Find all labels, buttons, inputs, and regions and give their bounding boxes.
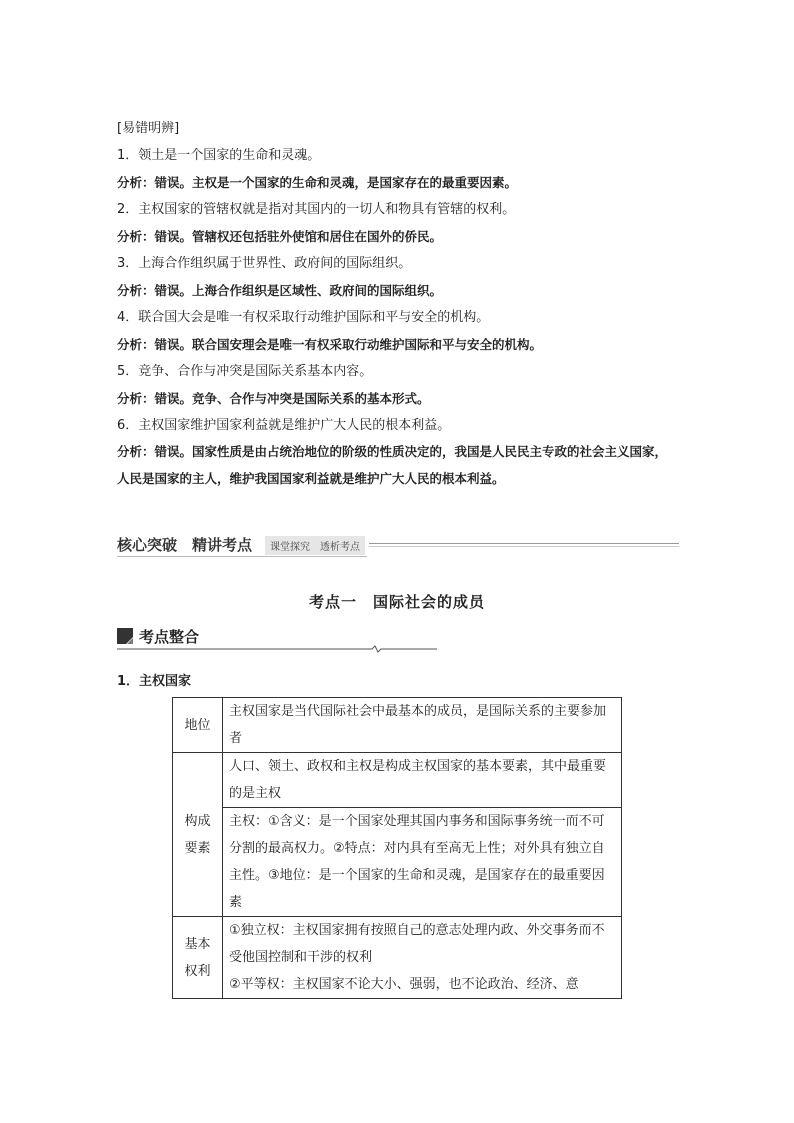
table-row — [173, 808, 622, 917]
statement-5: 5．竞争、合作与冲突是国际关系基本内容。 — [117, 364, 373, 379]
analysis-2: 分析：错误。管辖权还包括驻外使馆和居住在国外的侨民。 — [117, 229, 443, 244]
subsection-rule — [117, 644, 437, 654]
row-text-elements-a: 人口、领土、政权和主权是构成主权国家的基本要素，其中最重要的是主权 — [223, 753, 622, 808]
row-text-elements-b: 主权：①含义：是一个国家处理其国内事务和国际事务统一而不可分割的最高权力。②特点：对内具有至高无上性；对外具有独立自主性。③地位：是一个国家的生命和灵魂，是国家存在的最重要因素 — [223, 808, 622, 917]
statement-4: 4．联合国大会是唯一有权采取行动维护国际和平与安全的机构。 — [117, 310, 490, 325]
row-text-status: 主权国家是当代国际社会中最基本的成员，是国际关系的主要参加者 — [223, 698, 622, 753]
analysis-1: 分析：错误。主权是一个国家的生命和灵魂，是国家存在的最重要因素。 — [117, 175, 518, 190]
row-label-elements-text: 构成要素 — [184, 813, 211, 856]
statement-6: 6．主权国家维护国家利益就是维护广大人民的根本利益。 — [117, 418, 451, 433]
error-analysis-section — [117, 120, 679, 501]
rights-independence: ①独立权：主权国家拥有按照自己的意志处理内政、外交事务而不受他国控制和干涉的权利 — [229, 923, 605, 965]
statement-1: 1．领土是一个国家的生命和灵魂。 — [117, 148, 321, 163]
topic-heading: 考点一 国际社会的成员 — [308, 593, 485, 611]
table-row — [173, 753, 622, 808]
banner-rule-light — [369, 546, 679, 547]
table-row — [173, 698, 622, 753]
row-label-status: 地位 — [173, 698, 223, 753]
sovereign-state-table — [172, 697, 622, 999]
banner-rule — [369, 543, 679, 544]
rights-equality: ②平等权：主权国家不论大小、强弱，也不论政治、经济、意 — [229, 977, 579, 992]
section-banner — [117, 532, 679, 556]
analysis-6: 分析：错误。国家性质是由占统治地位的阶级的性质决定的，我国是人民民主专政的社会主义国家，人民是国家的主人，维护我国国家利益就是维护广大人民的根本利益。 — [117, 444, 668, 486]
subsection-header — [117, 625, 437, 651]
analysis-3: 分析：错误。上海合作组织是区域性、政府间的国际组织。 — [117, 283, 443, 298]
table-row — [173, 917, 622, 999]
banner-title: 核心突破 精讲考点 — [117, 536, 253, 554]
banner-subtitle: 课堂探究 透析考点 — [265, 536, 365, 555]
row-label-rights — [173, 917, 223, 999]
subsection-title: 考点整合 — [139, 628, 200, 646]
statement-2: 2．主权国家的管辖权就是指对其国内的一切人和物具有管辖的权利。 — [117, 202, 516, 217]
section-tag: [易错明辨] — [117, 121, 180, 136]
analysis-5: 分析：错误。竞争、合作与冲突是国际关系的基本形式。 — [117, 391, 430, 406]
row-text-rights — [223, 917, 622, 999]
list-item-heading: 1．主权国家 — [117, 674, 192, 689]
analysis-4: 分析：错误。联合国安理会是唯一有权采取行动维护国际和平与安全的机构。 — [117, 337, 543, 352]
statement-3: 3．上海合作组织属于世界性、政府间的国际组织。 — [117, 256, 412, 271]
row-label-elements — [173, 753, 223, 917]
corner-square-icon — [117, 628, 133, 644]
row-label-rights-text: 基本权利 — [184, 936, 211, 979]
